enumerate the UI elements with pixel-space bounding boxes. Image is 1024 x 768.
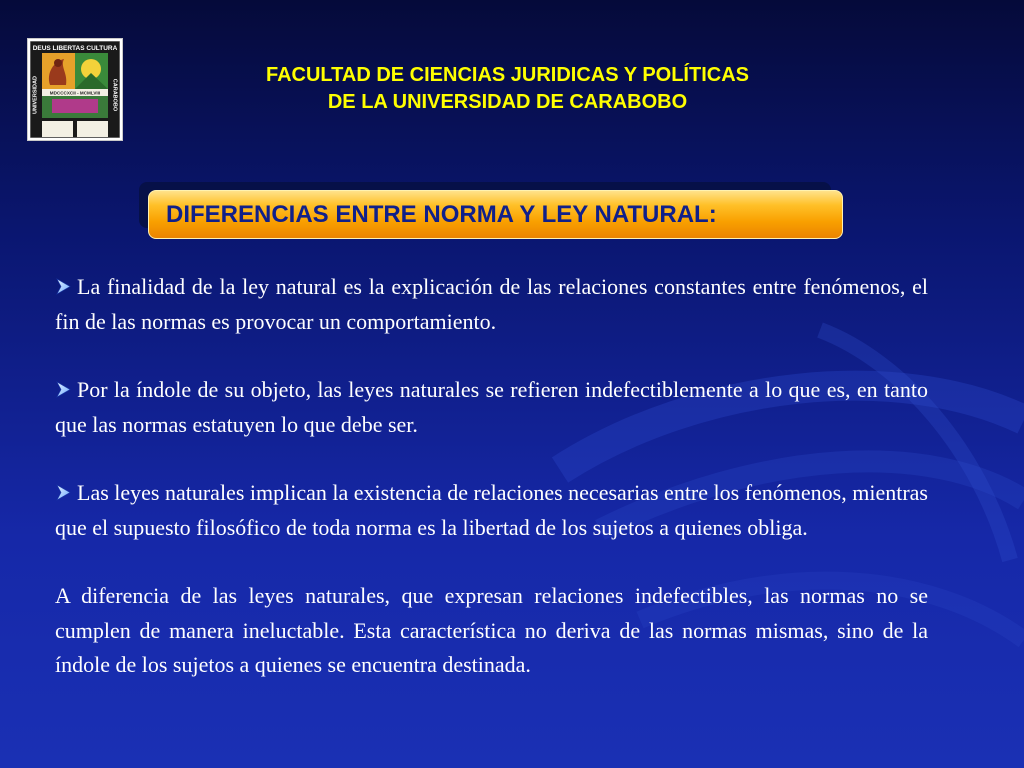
- body-paragraph-2: [55, 373, 928, 442]
- faculty-title-line2: DE LA UNIVERSIDAD DE CARABOBO: [327, 91, 688, 113]
- faculty-title-line1: FACULTAD DE CIENCIAS JURIDICAS Y POLÍTICAS: [265, 64, 749, 86]
- body-paragraph-4: [55, 579, 928, 683]
- body-paragraph-4-text: A diferencia de las leyes naturales, que expresan relaciones indefectibles, las normas no se cumplen de manera ineluctable. Esta característica no deriva de las normas mismas, sino de la índole de los sujetos a quienes se encuentra destinada.: [55, 583, 928, 677]
- university-logo: [27, 38, 123, 141]
- chevron-right-icon: [55, 381, 72, 398]
- slide-body: [55, 270, 928, 683]
- body-paragraph-2-text: Por la índole de su objeto, las leyes naturales se refieren indefectiblemente a lo que es, en tanto que las normas estatuyen lo que debe ser.: [55, 377, 928, 437]
- logo-left-text: UNIVERSIDAD: [32, 76, 39, 114]
- faculty-title: [150, 62, 865, 116]
- university-seal-icon: [28, 39, 122, 140]
- body-paragraph-1-text: La finalidad de la ley natural es la explicación de las relaciones constantes entre fenómenos, el fin de las normas es provocar un comportamiento.: [55, 274, 928, 334]
- body-paragraph-1: [55, 270, 928, 339]
- logo-motto: DEUS LIBERTAS CULTURA: [32, 45, 118, 52]
- chevron-right-icon: [55, 484, 72, 501]
- banner-heading: DIFERENCIAS ENTRE NORMA Y LEY NATURAL:: [166, 201, 717, 228]
- logo-right-text: CARABOBO: [111, 78, 118, 112]
- body-paragraph-3-text: Las leyes naturales implican la existencia de relaciones necesarias entre los fenómenos, mientras que el supuesto filosófico de toda norma es la libertad de los sujetos a quienes obliga.: [55, 480, 928, 540]
- body-paragraph-3: [55, 476, 928, 545]
- logo-year: MDCCCXCII - MCMLVIII: [49, 90, 101, 96]
- section-banner: [148, 190, 843, 239]
- chevron-right-icon: [55, 278, 72, 295]
